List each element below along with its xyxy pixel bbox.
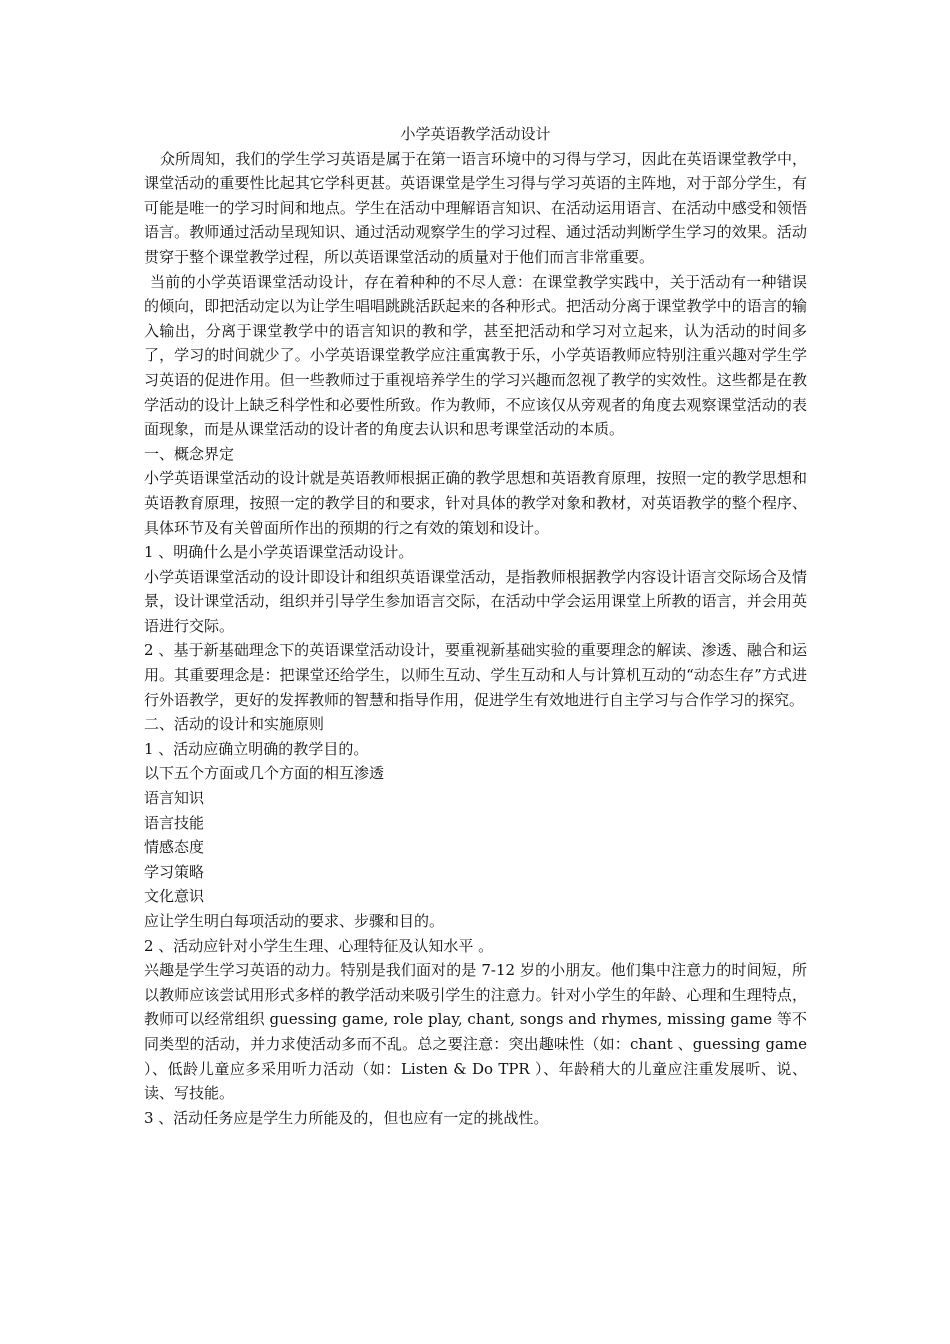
paragraph-current-state: 当前的小学英语课堂活动设计，存在着种种的不尽人意：在课堂教学实践中，关于活动有一种错误的倾向，即把活动定以为让学生唱唱跳跳活跃起来的各种形式。把活动分离于课堂教学中的语言的输入输出，分离于课堂教学中的语言知识的教和学，甚至把活动和学习对立起来，认为活动的时间多了，学习的时间就少了。小学英语课堂教学应注重寓教于乐，小学英语教师应特别注重兴趣对学生学习英语的促进作用。但一些教师过于重视培养学生的学习兴趣而忽视了教学的实效性。这些都是在教学活动的设计上缺乏科学性和必要性所致。作为教师，不应该仅从旁观者的角度去观察课堂活动的表面现象，而是从课堂活动的设计者的角度去认识和思考课堂活动的本质。 — [144, 272, 807, 439]
subheading-principle-1: 1 、活动应确立明确的教学目的。 — [144, 739, 369, 758]
list-item: 学习策略 — [144, 862, 205, 881]
document-page — [144, 122, 807, 1130]
paragraph-new-basis: 2 、基于新基础理念下的英语课堂活动设计，要重视新基础实验的重要理念的解读、渗透、融合和运用。其重要理念是：把课堂还给学生，以师生互动、学生互动和人与计算机互动的“动态生存”方式进行外语教学，更好的发挥教师的智慧和指导作用，促进学生有效地进行自主学习与合作学习的探究。 — [144, 641, 807, 709]
section-heading-concept: 一、概念界定 — [144, 444, 235, 463]
list-item: 情感态度 — [144, 838, 205, 857]
paragraph-definition: 小学英语课堂活动的设计就是英语教师根据正确的教学思想和英语教育原理，按照一定的教学思想和英语教育原理，按照一定的教学目的和要求，针对具体的教学对象和教材，对英语教学的整个程序、具体环节及有关曾面所作出的预期的行之有效的策划和设计。 — [144, 469, 807, 537]
subheading-1: 1 、明确什么是小学英语课堂活动设计。 — [144, 543, 414, 562]
document-title: 小学英语教学活动设计 — [400, 125, 551, 143]
subheading-principle-3: 3 、活动任务应是学生力所能及的，但也应有一定的挑战性。 — [144, 1108, 549, 1127]
section-heading-principles: 二、活动的设计和实施原则 — [144, 715, 325, 734]
paragraph-design-meaning: 小学英语课堂活动的设计即设计和组织英语课堂活动，是指教师根据教学内容设计语言交际场合及情景，设计课堂活动，组织并引导学生参加语言交际，在活动中学会运用课堂上所教的语言，并会用英语进行交际。 — [144, 567, 807, 635]
paragraph-interest: 兴趣是学生学习英语的动力。特别是我们面对的是 7-12 岁的小朋友。他们集中注意力的时间短，所以教师应该尝试用形式多样的教学活动来吸引学生的注意力。针对小学生的年龄、心理和生理特点，教师可以经常组织 guessing game, role play, chant, songs and rhymes, missing game 等不同类型的活动，并力求使活动多而不乱。总之要注意：突出趣味性（如：chant 、guessing game ）、低龄儿童应多采用听力活动（如：Listen & Do TPR ）、年龄稍大的儿童应注重发展听、说、读、写技能。 — [144, 961, 807, 1103]
list-item: 语言知识 — [144, 789, 205, 808]
paragraph-requirements: 应让学生明白每项活动的要求、步骤和目的。 — [144, 912, 445, 930]
subheading-principle-2: 2 、活动应针对小学生生理、心理特征及认知水平 。 — [144, 936, 494, 955]
paragraph-intro: 众所周知，我们的学生学习英语是属于在第一语言环境中的习得与学习，因此在英语课堂教学中，课堂活动的重要性比起其它学科更甚。英语课堂是学生习得与学习英语的主阵地，对于部分学生，有可能是唯一的学习时间和地点。学生在活动中理解语言知识、在活动运用语言、在活动中感受和领悟语言。教师通过活动呈现知识、通过活动观察学生的学习过程、通过活动判断学生学习的效果。活动贯穿于整个课堂教学过程，所以英语课堂活动的质量对于他们而言非常重要。 — [144, 149, 807, 266]
list-item: 文化意识 — [144, 887, 205, 906]
list-item: 语言技能 — [144, 813, 205, 832]
list-intro: 以下五个方面或几个方面的相互渗透 — [144, 764, 385, 783]
